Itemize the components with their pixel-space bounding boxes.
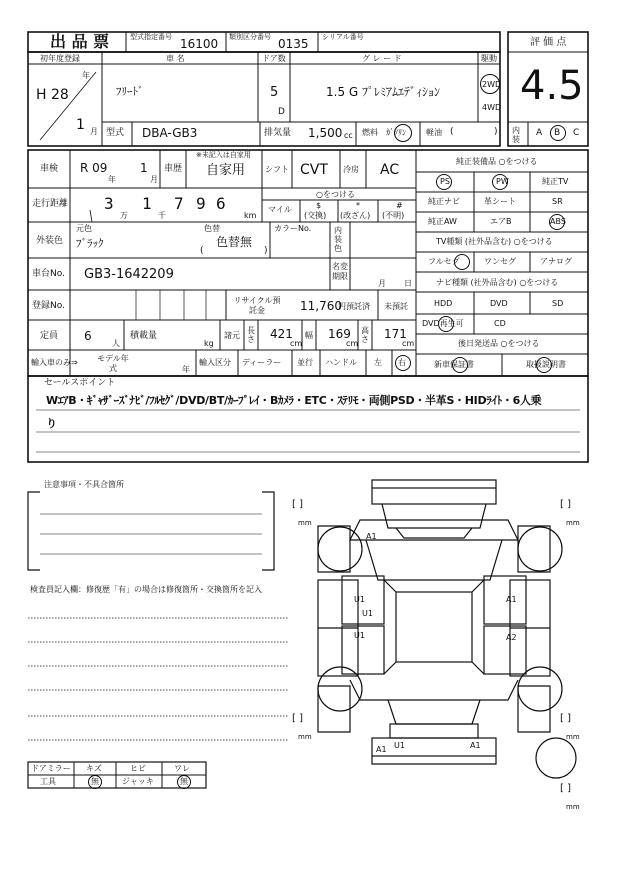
color-number-label: カラーNo. bbox=[274, 224, 312, 233]
mark-rear-a1: A1 bbox=[376, 745, 387, 754]
drive-label: 駆動 bbox=[481, 54, 497, 63]
history-label: 車歴 bbox=[164, 164, 183, 174]
ac-value: AC bbox=[380, 162, 400, 178]
navi-cd: CD bbox=[494, 319, 506, 328]
navi-type-title: ナビ種類 (社外品含む) ○をつける bbox=[436, 278, 559, 287]
grade-value: 1.5 G ﾌﾟﾚﾐｱﾑｴﾃﾞｨｼｮﾝ bbox=[326, 85, 441, 99]
mileage-exchange-symbol: $ bbox=[316, 201, 322, 210]
name-change-label: 名変期限 bbox=[332, 262, 348, 281]
tools-tool-label: 工具 bbox=[40, 777, 56, 786]
import-class-label: 輸入区分 bbox=[199, 358, 231, 367]
parallel-option: 並行 bbox=[297, 358, 313, 367]
color-paren-close: ) bbox=[264, 246, 268, 256]
name-change-day: 日 bbox=[404, 279, 412, 288]
drive-2wd-circle bbox=[480, 74, 500, 94]
height-unit: cm bbox=[402, 339, 415, 348]
mileage-man: 万 bbox=[120, 211, 128, 220]
mileage-digit-5: 6 bbox=[216, 194, 226, 213]
sales-points-line-1: WｴｱB・ｷﾞｬｻﾞｰｽﾞﾅﾋﾞ/ﾌﾙｾｸﾞ/DVD/BT/ｶｰﾌﾟﾚｲ・Bｶﾒﾗ・ETC・ｽﾃﾘﾓ・両側PSD・半革S・HIDﾗｲﾄ・6人乗 bbox=[46, 394, 542, 407]
mileage-unknown: (不明) bbox=[382, 211, 405, 220]
score-label: 評 価 点 bbox=[530, 37, 567, 48]
displacement-unit: cc bbox=[344, 131, 353, 140]
load-unit: kg bbox=[204, 339, 214, 348]
tire-bracket-fl: [ ] bbox=[292, 499, 303, 510]
recycle-amount: 11,760 bbox=[300, 299, 342, 313]
mark-rear-u1: U1 bbox=[394, 741, 405, 750]
later-manual-circle bbox=[536, 357, 552, 373]
ac-label: 冷房 bbox=[343, 165, 359, 174]
drive-4wd: 4WD bbox=[482, 103, 502, 112]
navi-dvd: DVD bbox=[490, 299, 508, 308]
equip-tv: 純正TV bbox=[542, 177, 569, 186]
height-value: 171 bbox=[384, 327, 407, 341]
shaken-year-unit: 年 bbox=[108, 175, 116, 184]
recycle-unit: 円預託済 bbox=[338, 302, 370, 311]
history-value: 自家用 bbox=[206, 163, 246, 178]
capacity-label: 定員 bbox=[40, 331, 59, 341]
handle-left: 左 bbox=[374, 358, 382, 367]
load-label: 積載量 bbox=[130, 331, 158, 341]
doors-label: ドア数 bbox=[262, 54, 286, 63]
tv-analog: アナログ bbox=[540, 257, 572, 266]
displacement-label: 排気量 bbox=[264, 128, 292, 138]
mileage-circle-note: ○をつける bbox=[316, 190, 355, 199]
tools-jack-label: ジャッキ bbox=[122, 777, 154, 786]
interior-grade-b-circle bbox=[550, 125, 566, 141]
interior-grade-c: C bbox=[573, 128, 580, 138]
mileage-digit-3: 7 bbox=[174, 194, 184, 213]
tire-bracket-fr: [ ] bbox=[560, 499, 571, 510]
mark-front-right: A1 bbox=[366, 532, 377, 541]
capacity-unit: 人 bbox=[112, 339, 120, 348]
tools-tool-circle bbox=[88, 775, 102, 789]
equip-leather: 革シート bbox=[484, 197, 516, 206]
fuel-label: 燃料 bbox=[362, 128, 378, 137]
model-code: 16100 bbox=[180, 37, 219, 51]
interior-grade-label: 内装 bbox=[512, 126, 520, 144]
mileage-digit-4: 9 bbox=[196, 194, 206, 213]
height-label: 高さ bbox=[361, 326, 369, 344]
tv-type-title: TV種類 (社外品含む) ○をつける bbox=[436, 237, 553, 246]
car-name: ﾌﾘｰﾄﾞ bbox=[116, 85, 144, 98]
later-warranty-circle bbox=[452, 357, 468, 373]
interior-grade-b: B bbox=[554, 128, 561, 138]
mileage-exchange: (交換) bbox=[304, 211, 327, 220]
exterior-color-label: 外装色 bbox=[36, 236, 64, 246]
import-label: 輸入車のみ⇒ bbox=[31, 358, 78, 367]
later-items-title: 後日発送品 ○をつける bbox=[458, 339, 540, 348]
tv-fullseg: フルセグ bbox=[428, 257, 460, 266]
tv-fullseg-circle bbox=[454, 254, 470, 270]
color-paren-open: ( bbox=[200, 246, 204, 256]
mileage-altered-symbol: * bbox=[356, 201, 360, 210]
mileage-digit-2: 1 bbox=[142, 194, 152, 213]
color-change-value: 色替無 bbox=[216, 235, 253, 249]
equip-pw: PW bbox=[496, 177, 509, 186]
oem-equipment-title: 純正装備品 ○をつける bbox=[456, 157, 538, 166]
car-diagram bbox=[318, 480, 550, 764]
door-count: 5 bbox=[270, 85, 279, 100]
mark-right-rear-door: A2 bbox=[506, 633, 517, 642]
model-value: DBA-GB3 bbox=[142, 126, 198, 140]
mileage-digit-1: 3 bbox=[104, 194, 114, 213]
navi-dvd-play-circle bbox=[438, 316, 454, 332]
chassis-number: GB3-1642209 bbox=[84, 267, 174, 282]
chassis-label: 車台No. bbox=[32, 269, 65, 279]
mark-rear-bumper: A1 bbox=[470, 741, 481, 750]
recycle-status: 未預託 bbox=[384, 302, 408, 311]
mileage-label: 走行距離 bbox=[32, 199, 69, 209]
name-change-month: 月 bbox=[378, 279, 386, 288]
class-code: 0135 bbox=[278, 37, 309, 51]
tire-bracket-rl: [ ] bbox=[292, 713, 303, 724]
tire-mm-rl: mm bbox=[298, 733, 312, 741]
mark-left-front-door: U1 bbox=[354, 595, 365, 604]
equip-aw: 純正AW bbox=[428, 217, 457, 226]
mileage-sen: 千 bbox=[158, 211, 166, 220]
fuel-gasoline: ｶﾞｿﾘﾝ bbox=[386, 128, 406, 137]
shaken-month: 1 bbox=[140, 161, 148, 175]
width-label: 幅 bbox=[305, 331, 313, 340]
mileage-altered: (改ざん) bbox=[340, 211, 371, 220]
drive-2wd: 2WD bbox=[482, 80, 502, 89]
width-value: 169 bbox=[328, 327, 351, 341]
model-year-label: モデル年式 bbox=[97, 354, 129, 373]
dealer-option: ディーラー bbox=[242, 358, 282, 367]
mileage-unit-mile: マイル bbox=[268, 205, 292, 214]
tools-tool-value: 無 bbox=[91, 777, 99, 786]
first-reg-month-unit: 月 bbox=[90, 127, 98, 136]
sales-points-label: セールスポイント bbox=[44, 378, 116, 388]
tire-mm-fl: mm bbox=[298, 519, 312, 527]
sales-points-line-2: り bbox=[46, 417, 57, 430]
tire-bracket-spare: [ ] bbox=[560, 783, 571, 794]
tools-crack: ヒビ bbox=[130, 764, 146, 773]
first-reg-year-unit: 年 bbox=[82, 71, 90, 80]
shaken-label: 車検 bbox=[40, 164, 59, 174]
length-value: 421 bbox=[270, 327, 293, 341]
first-reg-month: 1 bbox=[76, 117, 85, 133]
length-label: 長さ bbox=[247, 326, 255, 344]
mark-left-rear-door: U1 bbox=[354, 631, 365, 640]
mark-right-front-door: A1 bbox=[506, 595, 517, 604]
first-reg-era-year: H 28 bbox=[36, 87, 69, 103]
registration-label: 登録No. bbox=[32, 301, 65, 311]
tv-oneseg: ワンセグ bbox=[484, 257, 516, 266]
class-code-label: 類別区分番号 bbox=[229, 33, 271, 41]
handle-right: 右 bbox=[398, 358, 406, 367]
original-color-label: 元色 bbox=[76, 224, 92, 233]
model-code-label: 型式指定番号 bbox=[130, 33, 172, 41]
dims-label: 諸元 bbox=[224, 331, 240, 340]
tools-jack-value: 無 bbox=[180, 777, 188, 786]
fuel-paren-close: ) bbox=[494, 127, 498, 137]
shaken-value: R 09 bbox=[80, 161, 108, 175]
navi-hdd: HDD bbox=[434, 299, 453, 308]
tire-mm-rr: mm bbox=[566, 733, 580, 741]
tire-bracket-rr: [ ] bbox=[560, 713, 571, 724]
sheet-title: 出 品 票 bbox=[50, 32, 110, 51]
handle-label: ハンドル bbox=[325, 358, 357, 367]
displacement-value: 1,500 bbox=[308, 126, 343, 140]
defects-label: 注意事項・不具合箇所 bbox=[44, 480, 124, 489]
car-name-label: 車 名 bbox=[166, 54, 185, 63]
handle-right-circle bbox=[395, 355, 411, 371]
shaken-month-unit: 月 bbox=[150, 175, 158, 184]
equip-airbag: エアB bbox=[490, 217, 512, 226]
fuel-light-oil: 軽油 bbox=[426, 128, 442, 137]
exterior-color: ﾌﾞﾗｯｸ bbox=[76, 237, 104, 250]
model-year-unit: 年 bbox=[182, 365, 190, 374]
history-note: ※未記入は自家用 bbox=[196, 151, 251, 159]
later-manual: 取扱説明書 bbox=[526, 360, 566, 369]
width-unit: cm bbox=[346, 339, 359, 348]
tools-mirror: ドアミラー bbox=[31, 764, 71, 773]
interior-color-label: 内装色 bbox=[334, 226, 342, 253]
tools-scratch: キズ bbox=[86, 764, 102, 773]
tools-jack-circle bbox=[177, 775, 191, 789]
first-reg-label: 初年度登録 bbox=[40, 54, 80, 63]
serial-label: シリアル番号 bbox=[322, 33, 364, 41]
shift-value: CVT bbox=[300, 162, 328, 178]
navi-dvd-play: DVD再生可 bbox=[422, 319, 464, 328]
interior-grade-a: A bbox=[536, 128, 543, 138]
fuel-gasoline-circle bbox=[394, 124, 412, 142]
equip-abs-circle bbox=[549, 214, 565, 230]
mileage-unknown-symbol: # bbox=[396, 201, 403, 210]
inspector-label: 検査員記入欄：修復歴「有」の場合は修復箇所・交換箇所を記入 bbox=[30, 585, 262, 594]
tools-broken: ワレ bbox=[174, 764, 190, 773]
model-label: 型式 bbox=[106, 128, 125, 138]
equip-sr: SR bbox=[552, 197, 563, 206]
length-unit: cm bbox=[290, 339, 303, 348]
fuel-paren-open: ( bbox=[450, 127, 454, 137]
equip-ps-circle bbox=[436, 174, 452, 190]
shift-label: シフト bbox=[265, 165, 289, 174]
tire-mm-spare: mm bbox=[566, 803, 580, 811]
navi-sd: SD bbox=[552, 299, 564, 308]
grade-label: グ レ ー ド bbox=[362, 54, 402, 63]
equip-pw-circle bbox=[492, 174, 508, 190]
score-value: 4.5 bbox=[520, 63, 584, 109]
equip-ps: PS bbox=[440, 177, 450, 186]
recycle-label: リサイクル預託金 bbox=[233, 296, 281, 315]
capacity-value: 6 bbox=[84, 329, 92, 343]
mark-left-center: U1 bbox=[362, 609, 373, 618]
equip-abs: ABS bbox=[550, 217, 566, 226]
mileage-km: km bbox=[244, 211, 257, 220]
equip-navi: 純正ナビ bbox=[428, 197, 460, 206]
later-warranty: 新車保証書 bbox=[434, 360, 474, 369]
door-suffix: D bbox=[278, 107, 285, 117]
color-change-label: 色替 bbox=[204, 224, 220, 233]
tire-mm-fr: mm bbox=[566, 519, 580, 527]
